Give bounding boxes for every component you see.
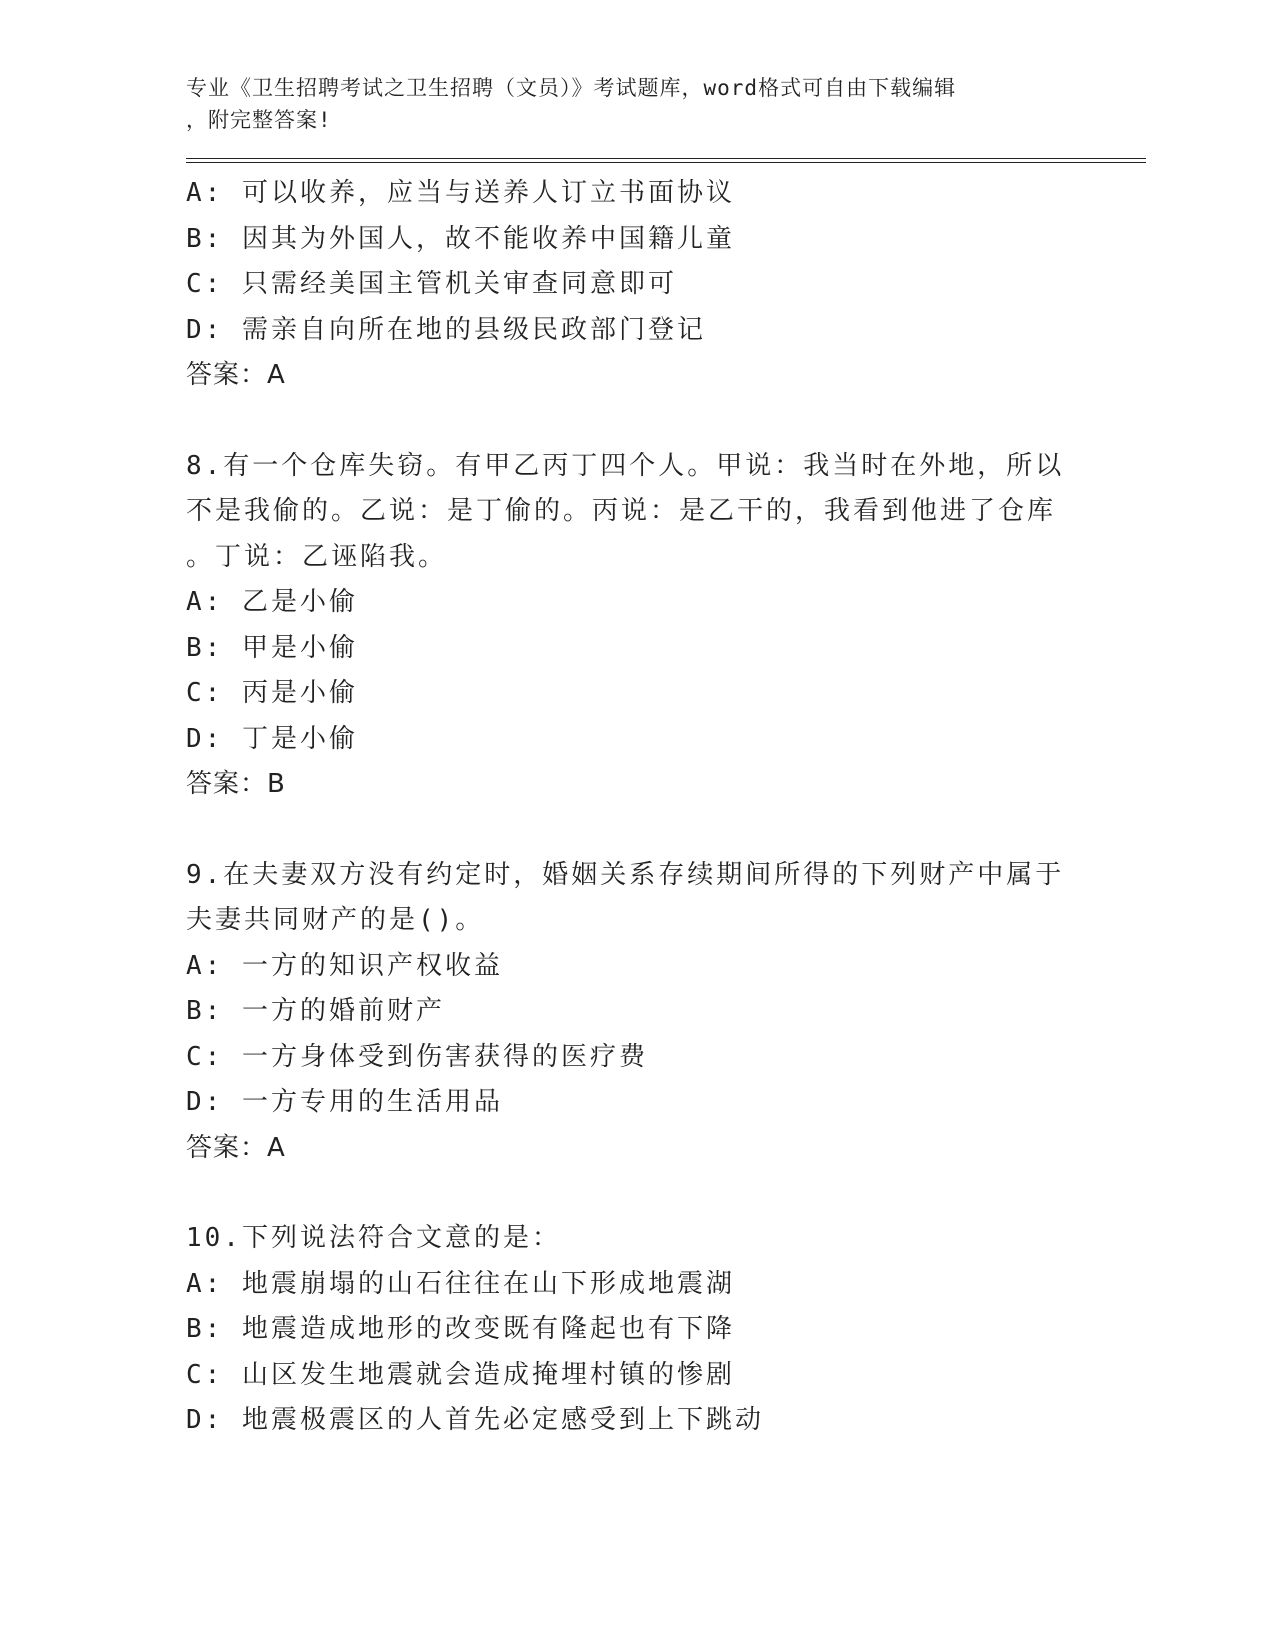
answer: 答案：B (186, 769, 286, 799)
document-page (186, 72, 1146, 1444)
question-stem-line: 10.下列说法符合文意的是： (186, 1223, 561, 1253)
option-d: D: 地震极震区的人首先必定感受到上下跳动 (186, 1405, 764, 1435)
question-7-tail (186, 171, 1146, 399)
question-stem-line: 。丁说：乙诬陷我。 (186, 541, 448, 572)
spacer (186, 1171, 1146, 1216)
question-10 (186, 1216, 1146, 1444)
option-b: B: 一方的婚前财产 (186, 996, 445, 1026)
answer: 答案：A (186, 1132, 286, 1163)
option-c: C: 山区发生地震就会造成掩埋村镇的惨剧 (186, 1359, 735, 1390)
header-line-2: ，附完整答案! (186, 108, 332, 132)
header-line-1: 专业《卫生招聘考试之卫生招聘（文员）》考试题库，word格式可自由下载编辑 (186, 76, 957, 100)
option-a: A: 地震崩塌的山石往往在山下形成地震湖 (186, 1268, 735, 1299)
question-8 (186, 444, 1146, 808)
spacer (186, 808, 1146, 853)
question-stem-line: 9.在夫妻双方没有约定时，婚姻关系存续期间所得的下列财产中属于 (186, 859, 1065, 890)
spacer (186, 399, 1146, 444)
option-c: C: 丙是小偷 (186, 678, 358, 708)
question-stem-line: 不是我偷的。乙说：是丁偷的。丙说：是乙干的，我看到他进了仓库 (186, 496, 1057, 526)
option-c: C: 一方身体受到伤害获得的医疗费 (186, 1041, 648, 1072)
question-stem-line: 8.有一个仓库失窃。有甲乙丙丁四个人。甲说：我当时在外地，所以 (186, 450, 1065, 481)
option-b: B: 甲是小偷 (186, 632, 358, 663)
option-d: D: 丁是小偷 (186, 723, 358, 754)
question-stem-line: 夫妻共同财产的是()。 (186, 905, 485, 935)
option-c: C: 只需经美国主管机关审查同意即可 (186, 269, 677, 299)
question-9 (186, 853, 1146, 1172)
option-b: B: 地震造成地形的改变既有隆起也有下降 (186, 1314, 735, 1344)
answer: 答案：A (186, 360, 286, 390)
option-a: A: 可以收养，应当与送养人订立书面协议 (186, 178, 735, 208)
option-a: A: 一方的知识产权收益 (186, 950, 503, 981)
option-a: A: 乙是小偷 (186, 587, 358, 617)
option-b: B: 因其为外国人，故不能收养中国籍儿童 (186, 223, 735, 254)
document-header (186, 72, 1066, 136)
option-d: D: 需亲自向所在地的县级民政部门登记 (186, 314, 706, 345)
header-divider (186, 158, 1146, 163)
option-d: D: 一方专用的生活用品 (186, 1087, 503, 1117)
